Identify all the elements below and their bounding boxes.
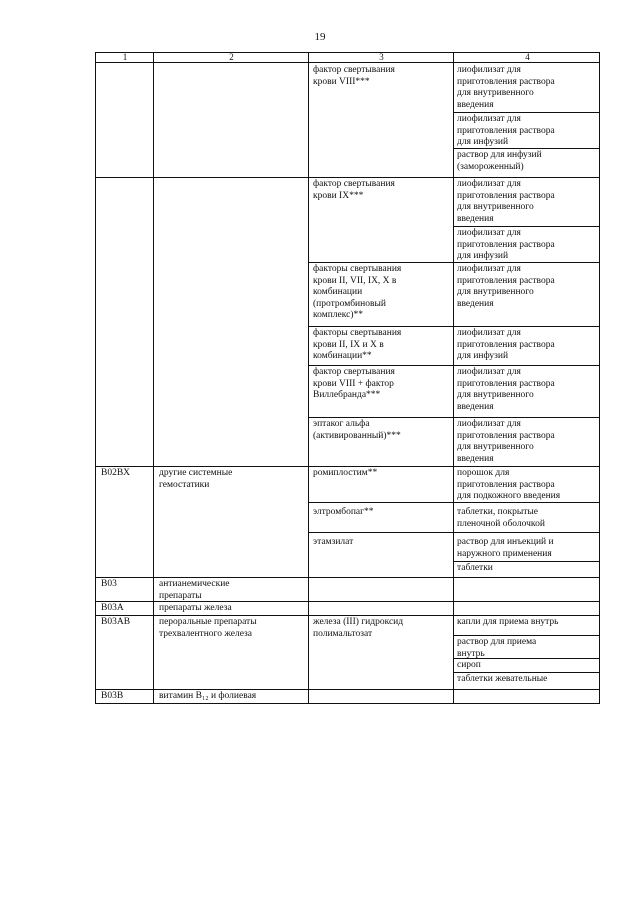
dosage-form: лиофилизат для приготовления раствора для внутривенного введения xyxy=(457,419,555,464)
substance-name: ромиплостим** xyxy=(313,468,378,478)
row-divider xyxy=(95,577,600,578)
dosage-form: капли для приема внутрь xyxy=(457,617,559,627)
row-divider xyxy=(308,502,453,503)
row-divider xyxy=(453,532,600,533)
atc-group: витамин B₁₂ и фолиевая xyxy=(159,691,257,701)
dosage-form: лиофилизат для приготовления раствора для внутривенного введения xyxy=(457,367,555,412)
atc-group: антианемические препараты xyxy=(159,579,230,601)
dosage-form: таблетки, покрытые пленочной оболочкой xyxy=(457,507,545,529)
dosage-form: таблетки жевательные xyxy=(457,674,548,684)
substance-name: фактор свертывания крови VIII*** xyxy=(313,65,395,87)
substance-name: факторы свертывания крови II, VII, IX, X в комбинации (протромбиновый комплекс)** xyxy=(313,264,402,320)
atc-code: B03AB xyxy=(101,617,131,627)
header-col-1: 1 xyxy=(122,52,128,62)
dosage-form: лиофилизат для приготовления раствора для внутривенного введения xyxy=(457,65,555,110)
row-divider xyxy=(453,417,600,418)
table-border-left xyxy=(95,52,96,704)
header-col-2: 2 xyxy=(229,52,234,62)
row-divider xyxy=(453,635,600,636)
dosage-form: лиофилизат для приготовления раствора для внутривенного введения xyxy=(457,179,555,224)
row-divider xyxy=(308,532,453,533)
dosage-form: раствор для инъекций и наружного применения xyxy=(457,537,554,559)
substance-name: железа (III) гидроксид полимальтозат xyxy=(313,617,404,639)
atc-group: препараты железа xyxy=(159,603,232,613)
atc-code: B03 xyxy=(101,579,117,589)
substance-name: элтромбопаг** xyxy=(313,507,374,517)
row-divider xyxy=(95,689,600,690)
row-divider xyxy=(453,561,600,562)
atc-code: B03B xyxy=(101,691,124,701)
dosage-form: таблетки xyxy=(457,563,493,573)
row-divider xyxy=(95,466,600,467)
row-divider xyxy=(453,365,600,366)
row-divider xyxy=(308,417,453,418)
drug-table xyxy=(95,52,600,704)
dosage-form: порошок для приготовления раствора для подкожного введения xyxy=(457,468,561,501)
dosage-form: лиофилизат для приготовления раствора для внутривенного введения xyxy=(457,264,555,309)
atc-code: B02BX xyxy=(101,468,131,478)
dosage-form: сироп xyxy=(457,660,481,670)
column-divider xyxy=(153,52,154,704)
substance-name: эптаког альфа (активированный)*** xyxy=(313,419,401,441)
substance-name: фактор свертывания крови VIII + фактор Виллебранда*** xyxy=(313,367,395,400)
row-divider xyxy=(453,326,600,327)
row-divider xyxy=(308,262,453,263)
column-divider xyxy=(453,52,454,704)
row-divider xyxy=(95,615,600,616)
substance-name: этамзилат xyxy=(313,537,354,547)
header-col-3: 3 xyxy=(379,52,384,62)
table-border-bottom xyxy=(95,703,600,704)
header-col-4: 4 xyxy=(525,52,530,62)
table-header xyxy=(95,52,600,63)
substance-name: факторы свертывания крови II, IX и X в комбинации** xyxy=(313,328,402,361)
row-divider xyxy=(453,112,600,113)
row-divider xyxy=(453,672,600,673)
atc-code: B03A xyxy=(101,603,124,613)
row-divider xyxy=(308,365,453,366)
dosage-form: лиофилизат для приготовления раствора для инфузий xyxy=(457,114,555,147)
column-divider xyxy=(308,52,309,704)
page-number: 19 xyxy=(314,31,326,43)
row-divider xyxy=(95,177,600,178)
dosage-form: раствор для инфузий (замороженный) xyxy=(457,150,542,172)
row-divider xyxy=(453,226,600,227)
atc-group: пероральные препараты трехвалентного железа xyxy=(159,617,257,639)
atc-group: другие системные гемостатики xyxy=(159,468,233,490)
row-divider xyxy=(308,326,453,327)
substance-name: фактор свертывания крови IX*** xyxy=(313,179,395,201)
dosage-form: раствор для приема внутрь xyxy=(457,637,537,659)
table-border-right xyxy=(599,52,600,704)
dosage-form: лиофилизат для приготовления раствора для инфузий xyxy=(457,328,555,361)
dosage-form: лиофилизат для приготовления раствора для инфузий xyxy=(457,228,555,261)
